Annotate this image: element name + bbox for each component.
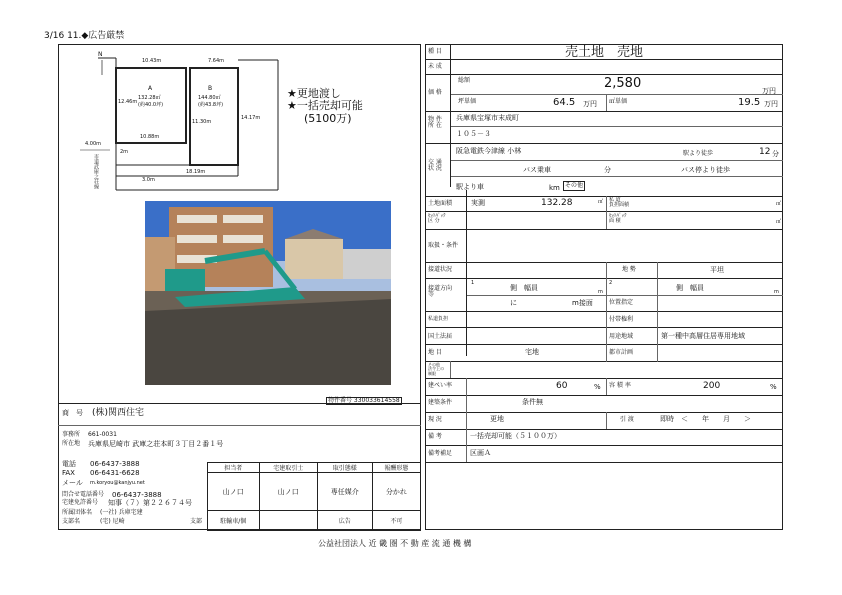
label-position: 位置指定 <box>609 299 634 306</box>
label-building-coverage: 建ぺい率 <box>428 382 453 389</box>
agent-tel: 06-6437-3888 <box>90 460 140 468</box>
dim-a-bottom: 10.88m <box>140 134 160 140</box>
ad-value: 不可 <box>372 511 420 531</box>
terrain-value: 平坦 <box>710 266 724 274</box>
footer-text: 公益社団法人 近 畿 圏 不 動 産 流 通 機 構 <box>318 539 472 548</box>
label-land-use-area: 用途地域 <box>609 333 634 340</box>
dim-bottom: 18.19m <box>186 169 206 175</box>
note-line-1: ★更地渡し <box>287 87 341 100</box>
company-label: 商 号 <box>62 409 83 417</box>
bus-label-2: バス停より徒歩 <box>681 166 730 174</box>
ad-label: 駐輸車/個 <box>208 511 260 531</box>
lot-a-label: A <box>148 85 153 92</box>
label-floor-area-ratio: 容 積 率 <box>609 382 631 389</box>
mail-label: メール <box>62 479 83 487</box>
staff-value: 山ノ口 <box>208 473 260 511</box>
walk-value: 12 <box>759 147 771 157</box>
north-mark: N <box>98 51 103 58</box>
land-category-value: 宅地 <box>525 348 539 356</box>
sqm-value: 19.5 <box>738 97 761 108</box>
license-label: 宅建免許番号 <box>62 499 99 506</box>
road1-text: 側 幅員 <box>510 284 538 292</box>
km-unit: km <box>549 184 560 192</box>
road2-text: 側 幅員 <box>676 284 704 292</box>
private-area-label: 私 道 負担面積 <box>609 197 630 208</box>
private-area-unit: ㎡ <box>776 201 782 207</box>
fax-label: FAX <box>62 469 75 477</box>
price-unit: 万円 <box>762 87 776 95</box>
ratio-unit: % <box>770 383 777 391</box>
agent-address: 兵庫県尼崎市 武庫之荘本町３丁目２番１号 <box>88 440 224 448</box>
dim-b-top: 7.64m <box>208 58 225 64</box>
staff-header: 担当者 <box>208 463 260 473</box>
dim-side: 4.00m <box>85 141 102 147</box>
dim-a-left: 12.46m <box>118 99 138 105</box>
other-transport: その他 <box>565 182 584 189</box>
branch-label: 支部名 <box>62 518 81 525</box>
contact-tel-label: 問合せ電話番号 <box>62 491 105 498</box>
road2-unit: m <box>774 289 779 295</box>
road2-no: 2 <box>609 280 613 286</box>
lot-a-area: 132.28㎡ <box>138 95 161 101</box>
coverage-unit: % <box>594 383 601 391</box>
label-direction: 接道方向 等 <box>428 285 453 298</box>
label-terrain: 地 勢 <box>622 266 636 273</box>
property-title: 売土地 売地 <box>565 45 644 60</box>
remarks-sub-value: 区画Ａ <box>470 449 491 457</box>
dim-a-top: 10.43m <box>142 58 162 64</box>
note-line-3: (5100万) <box>304 112 352 125</box>
label-land-category: 地 目 <box>428 349 442 356</box>
site-map <box>80 50 280 192</box>
staff-value: 分かれ <box>372 473 420 511</box>
group-label: 所属団体名 <box>62 509 93 516</box>
property-code: 物件番号 330033614558 <box>328 397 400 404</box>
label-price: 価 格 <box>428 89 442 96</box>
label-urban-plan: 都市計画 <box>609 349 634 356</box>
walk-label: 駅より徒歩 <box>683 150 714 157</box>
label-remarks-sub: 備考補足 <box>428 450 453 457</box>
date-code: 3/16 11.◆広告厳禁 <box>44 31 125 41</box>
label-traffic: 交 通 状 況 <box>428 159 442 172</box>
label-contact: 接道状況 <box>428 266 453 273</box>
staff-table <box>207 462 421 531</box>
road1-no: 1 <box>471 280 475 286</box>
label-building-conditions: 建築条件 <box>428 399 453 406</box>
road-contact-2: m接面 <box>572 299 593 307</box>
agent-fax: 06-6431-6628 <box>90 469 140 477</box>
tsubo-unit: 万円 <box>583 100 597 108</box>
bus-unit-1: 分 <box>604 166 611 174</box>
road1-unit: m <box>598 289 603 295</box>
road-contact-1: に <box>510 299 517 307</box>
note-line-2: ★一括売却可能 <box>287 99 363 112</box>
walk-unit: 分 <box>772 150 779 158</box>
tsubo-label: 坪単価 <box>458 98 477 105</box>
label-current-status: 現 況 <box>428 416 442 423</box>
lot-b-label: B <box>208 85 213 92</box>
label-land-area: 土地面積 <box>428 200 453 207</box>
tel-label: 電話 <box>62 460 76 468</box>
license-number: 知事（７）第２２６７４号 <box>108 499 192 507</box>
ratio-value: 200 <box>703 381 721 391</box>
dim-b-right: 14.17m <box>241 115 261 121</box>
price-label: 総額 <box>458 77 471 84</box>
dim-small-1: 2m <box>120 149 129 155</box>
staff-value-row <box>208 473 421 511</box>
staff-header: 報酬形態 <box>372 463 420 473</box>
delivery-value: 即時 ＜ 年 月 ＞ <box>660 415 751 423</box>
setback-area-unit: ㎡ <box>776 219 782 225</box>
land-area-label: 実測 <box>471 199 485 207</box>
ad-label-2: 広告 <box>317 511 372 531</box>
remarks-value: 一括売却可能（５１００万） <box>470 432 561 440</box>
staff-value: 専任媒介 <box>317 473 372 511</box>
label-delivery: 引 渡 <box>620 416 634 423</box>
setback-area-label: ｾｯﾄﾊﾞｯｸ 面 積 <box>609 213 627 224</box>
branch-name: (宅) 尼崎 <box>100 518 125 525</box>
label-setback: ｾｯﾄﾊﾞｯｸ 区 分 <box>428 213 446 224</box>
dim-small-2: 3.0m <box>142 177 155 183</box>
coverage-value: 60 <box>556 381 568 391</box>
address: 兵庫県宝塚市末成町 <box>456 114 519 122</box>
staff-value: 山ノ口 <box>259 473 317 511</box>
station-line: 阪急電鉄今津線 小林 <box>456 147 522 155</box>
from-station: 駅より車 <box>456 183 484 191</box>
ad-row <box>208 511 421 531</box>
branch-suffix: 支部 <box>190 518 203 525</box>
office-label: 事務所 <box>62 431 81 438</box>
sqm-label: ㎡単価 <box>609 98 628 105</box>
bus-label-1: バス乗車 <box>523 166 551 174</box>
label-status: 未 成 <box>428 63 442 70</box>
lot-b-tsubo: (約43.8坪) <box>198 102 224 108</box>
label-other: その他 法令上の 制限 <box>428 362 444 376</box>
office-code: 661-0031 <box>88 431 117 438</box>
land-area-unit: ㎡ <box>598 199 604 205</box>
label-private-road: 私道負担 <box>428 316 449 322</box>
lot-a-tsubo: (約40.0坪) <box>138 102 164 108</box>
contact-tel: 06-6437-3888 <box>112 491 162 499</box>
property-photo <box>145 201 391 385</box>
current-value: 更地 <box>490 415 504 423</box>
company-name: (株)関西住宅 <box>92 408 145 418</box>
staff-header: 取引態様 <box>317 463 372 473</box>
address-number: １０５－３ <box>456 130 491 138</box>
land-use-value: 第一種中高層住居専用地域 <box>661 332 745 340</box>
building-conditions-value: 条件無 <box>522 398 543 406</box>
label-remarks: 備 考 <box>428 433 442 440</box>
dim-b-left: 11.30m <box>192 119 212 125</box>
label-conditions: 取扱・条件 <box>428 242 459 249</box>
lot-b-area: 144.80㎡ <box>198 95 221 101</box>
price-value: 2,580 <box>604 76 642 91</box>
label-location: 物 件 所 在 <box>428 116 442 129</box>
staff-header: 宅建取引士 <box>259 463 317 473</box>
label-national-land: 国土法届 <box>428 333 453 340</box>
agent-mail[interactable]: m.koryou@kanjyu.net <box>90 480 145 486</box>
staff-header-row <box>208 463 421 473</box>
label-type: 種 目 <box>428 48 442 55</box>
road-label: 市道武庫之荘線 <box>93 154 99 189</box>
site-map-drawing <box>80 50 280 192</box>
address-label: 所在地 <box>62 440 81 447</box>
sqm-unit: 万円 <box>764 100 778 108</box>
label-zoning-adj: 付帯権利 <box>609 316 634 323</box>
tsubo-value: 64.5 <box>553 97 576 108</box>
group-name: (一社) 兵庫宅建 <box>100 509 143 516</box>
land-area-value: 132.28 <box>541 198 573 208</box>
